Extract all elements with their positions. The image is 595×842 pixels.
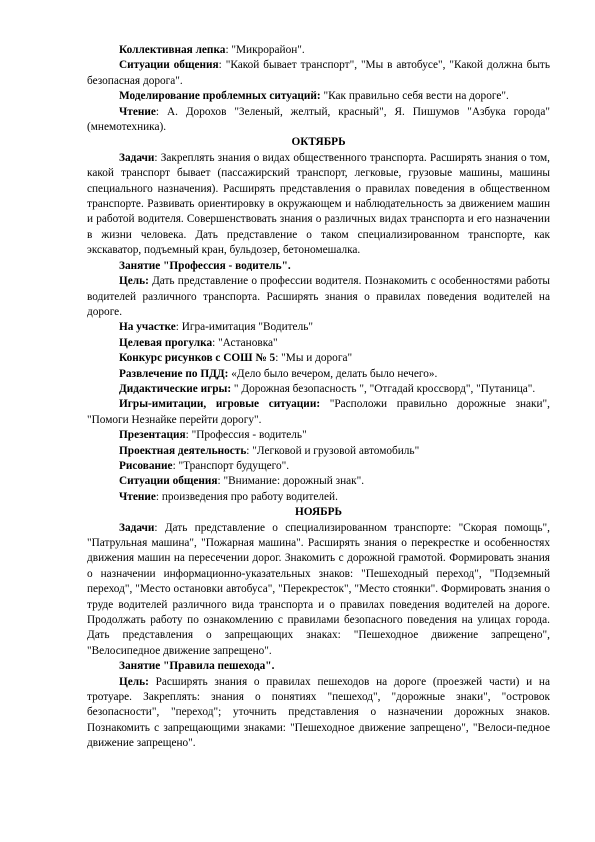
para-problem-situations: Моделирование проблемных ситуаций: "Как правильно себя вести на дороге". [119, 90, 509, 103]
october-tasks: Задачи: Закреплять знания о видах общественного транспорта. Расширять знания о том, какой транспорт бывает (пассажирский транспорт, легковые, грузовые машины, машины специального назначения). Расширять представления о правилах поведения в общественном транспорте. Развивать ориентировку в окружающем и наблюдательность за движением машин и работой водителя. Совершенствовать знания о различных видах транспорта и его назначении в жизни человека. Дать представление о таком специализированном транспорте, как экскаватор, подъемный кран, бульдозер, бетономешалка. [87, 151, 550, 257]
november-tasks: Задачи: Дать представление о специализированном транспорте: "Скорая помощь", "Патрульная машина", "Пожарная машина". Расширять знания о перекрестке и особенностях движения машин на пересечении дорог. Знакомить с дорожной грамотой. Формировать знания о назначении информационно-указательных знаков: "Пешеходный переход", "Подземный переход", "Место остановки автобуса", "Перекресток", "Место стоянки". Формировать знания о труде водителей различного вида транспорта и о правилах поведения водителей на дороге. Продолжать работу по ознакомлению с правилами безопасного поведения на улицах города. Дать представления о запрещающих знаках: "Пешеходное движение запрещено", "Велосипедное движение запрещено". [87, 521, 550, 657]
para-modeling-clay: Коллективная лепка: "Микрорайон". [119, 44, 305, 56]
para-communication: Ситуации общения: "Какой бывает транспорт", "Мы в автобусе", "Какой должна быть безопасная дорога". [87, 59, 551, 87]
october-item: Рисование: "Транспорт будущего". [119, 459, 290, 472]
october-item: Презентация: "Профессия - водитель" [119, 429, 307, 442]
october-item: Проектная деятельность: "Легковой и грузовой автомобиль" [119, 444, 420, 457]
november-lesson-title: Занятие "Правила пешехода". [119, 660, 275, 673]
heading-november: НОЯБРЬ [294, 506, 342, 519]
october-goal: Цель: Дать представление о профессии водителя. Познакомить с особенностями работы водителей различного транспорта. Расширять знания о правилах поведения водителей на дороге. [87, 275, 550, 318]
november-goal: Цель: Расширять знания о правилах пешеходов на дороге (проезжей части) и на тротуаре. Закреплять: знания о понятиях "пешеход", "дорожные знаки", "островок безопасности", "переход"; уточнить представления о назначении дорожных знаков. Познакомить с запрещающими знаками: "Пешеходное движение запрещено", "Велоси-педное движение запрещено". [87, 675, 550, 750]
october-item: Конкурс рисунков с СОШ № 5: "Мы и дорога" [119, 352, 353, 365]
october-item: Целевая прогулка: "Астановка" [119, 336, 278, 349]
october-item: Игры-имитации, игровые ситуации: "Расположи правильно дорожные знаки", "Помоги Незнайке перейти дорогу". [87, 398, 550, 426]
october-item: Дидактические игры: " Дорожная безопасность ", "Отгадай кроссворд", "Путаница". [119, 382, 536, 395]
para-reading: Чтение: А. Дорохов "Зеленый, желтый, красный", Я. Пишумов "Азбука города" (мнемотехника). [87, 105, 550, 134]
heading-october: ОКТЯБРЬ [291, 136, 346, 149]
october-item: Чтение: произведения про работу водителей. [119, 490, 338, 503]
october-item: Развлечение по ПДД: «Дело было вечером, делать было нечего». [119, 367, 438, 380]
document-page [87, 43, 550, 752]
october-item: На участке: Игра-имитация "Водитель" [119, 321, 313, 334]
october-item: Ситуации общения: "Внимание: дорожный знак". [119, 475, 365, 488]
october-lesson-title: Занятие "Профессия - водитель". [119, 259, 291, 272]
